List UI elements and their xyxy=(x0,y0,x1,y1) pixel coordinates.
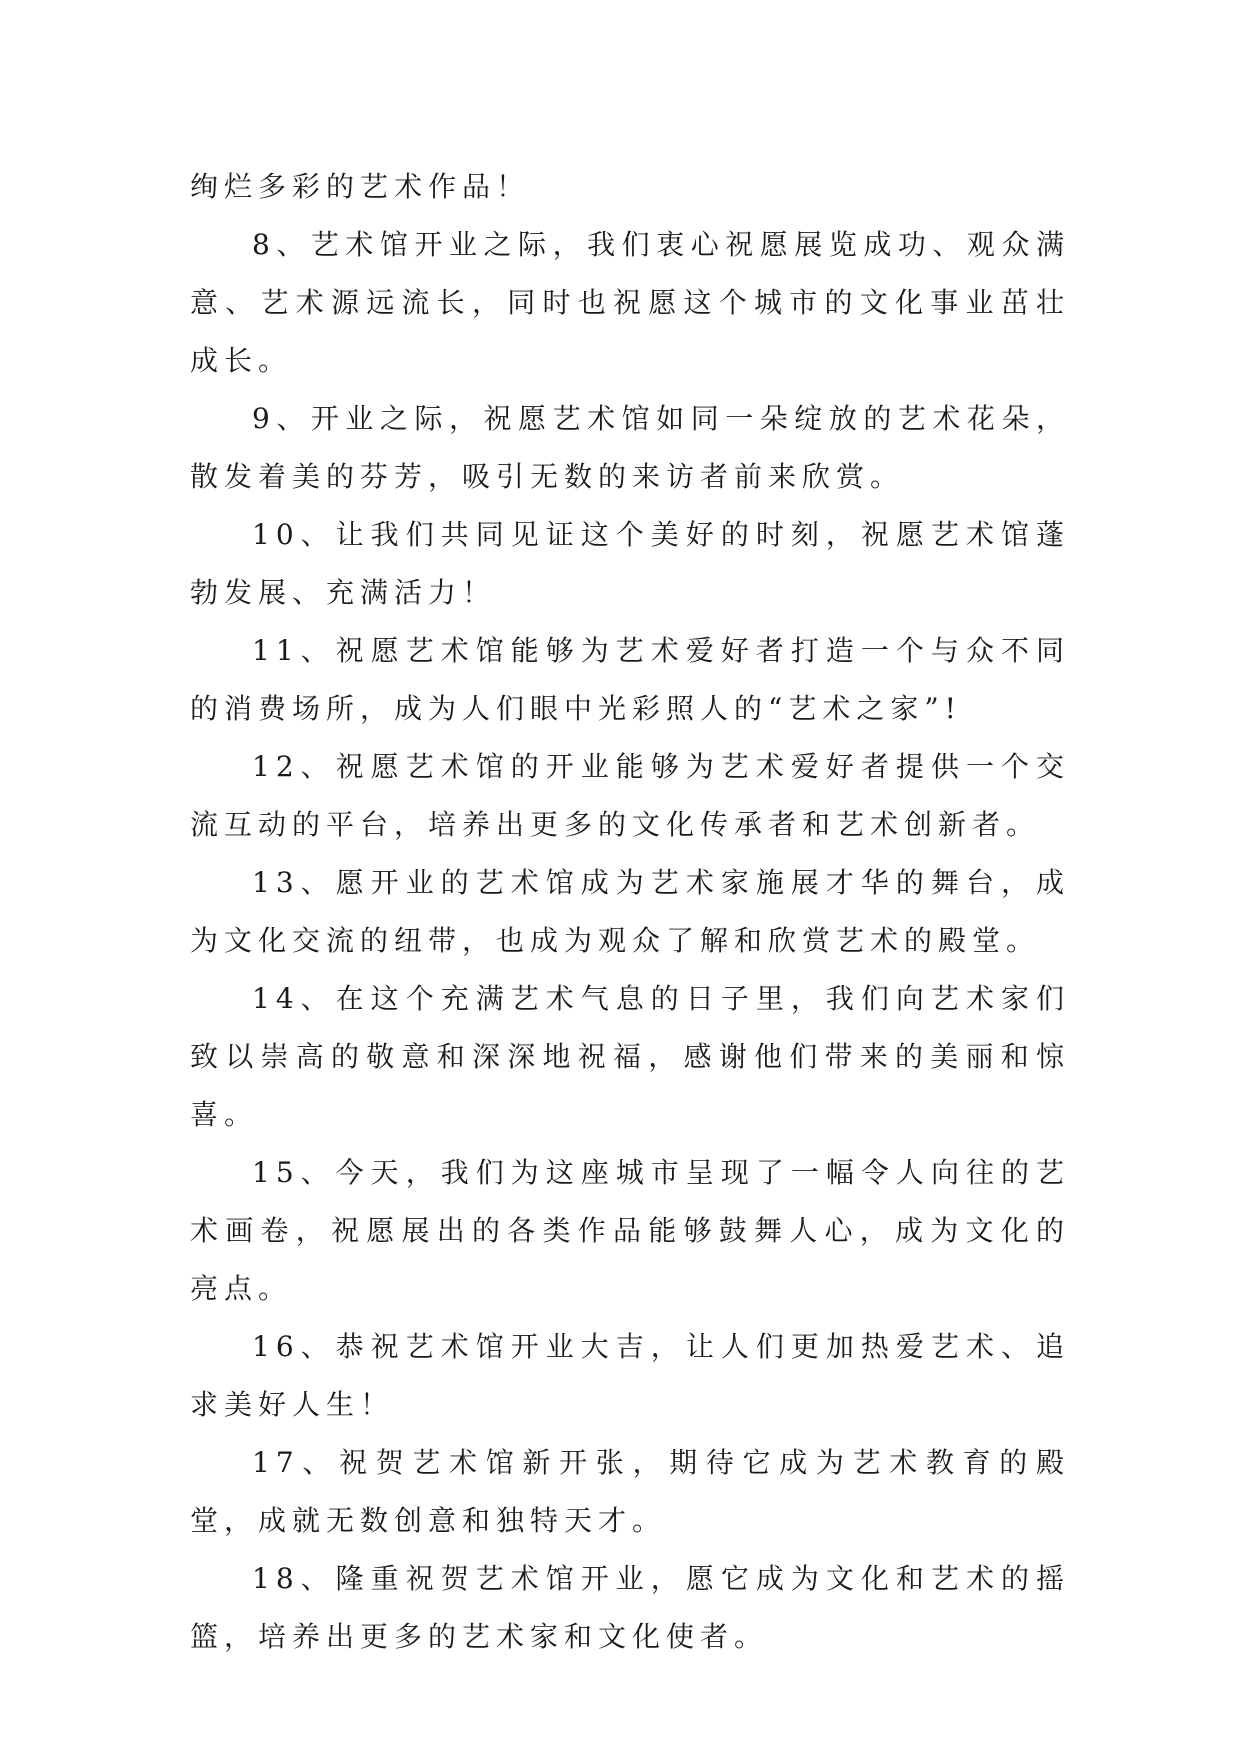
paragraph-15: 15、今天，我们为这座城市呈现了一幅令人向往的艺术画卷，祝愿展出的各类作品能够鼓舞人心，成为文化的亮点。 xyxy=(190,1156,1070,1305)
paragraph-13: 13、愿开业的艺术馆成为艺术家施展才华的舞台，成为文化交流的纽带，也成为观众了解和欣赏艺术的殿堂。 xyxy=(190,866,1070,957)
paragraph-14: 14、在这个充满艺术气息的日子里，我们向艺术家们致以崇高的敬意和深深地祝福，感谢他们带来的美丽和惊喜。 xyxy=(190,982,1070,1131)
paragraph-10: 10、让我们共同见证这个美好的时刻，祝愿艺术馆蓬勃发展、充满活力！ xyxy=(190,518,1070,609)
paragraph-continuation: 绚烂多彩的艺术作品！ xyxy=(190,170,531,203)
paragraph-18: 18、隆重祝贺艺术馆开业，愿它成为文化和艺术的摇篮，培养出更多的艺术家和文化使者。 xyxy=(190,1562,1070,1653)
paragraph-8: 8、艺术馆开业之际，我们衷心祝愿展览成功、观众满意、艺术源远流长，同时也祝愿这个城市的文化事业茁壮成长。 xyxy=(190,228,1070,377)
paragraph-16: 16、恭祝艺术馆开业大吉，让人们更加热爱艺术、追求美好人生！ xyxy=(190,1330,1070,1421)
document-body xyxy=(190,158,1070,1666)
paragraph-11: 11、祝愿艺术馆能够为艺术爱好者打造一个与众不同的消费场所，成为人们眼中光彩照人的“艺术之家”! xyxy=(190,634,1070,725)
paragraph-9: 9、开业之际，祝愿艺术馆如同一朵绽放的艺术花朵，散发着美的芬芳，吸引无数的来访者前来欣赏。 xyxy=(190,402,1070,493)
paragraph-17: 17、祝贺艺术馆新开张，期待它成为艺术教育的殿堂，成就无数创意和独特天才。 xyxy=(190,1446,1070,1537)
paragraph-12: 12、祝愿艺术馆的开业能够为艺术爱好者提供一个交流互动的平台，培养出更多的文化传承者和艺术创新者。 xyxy=(190,750,1070,841)
